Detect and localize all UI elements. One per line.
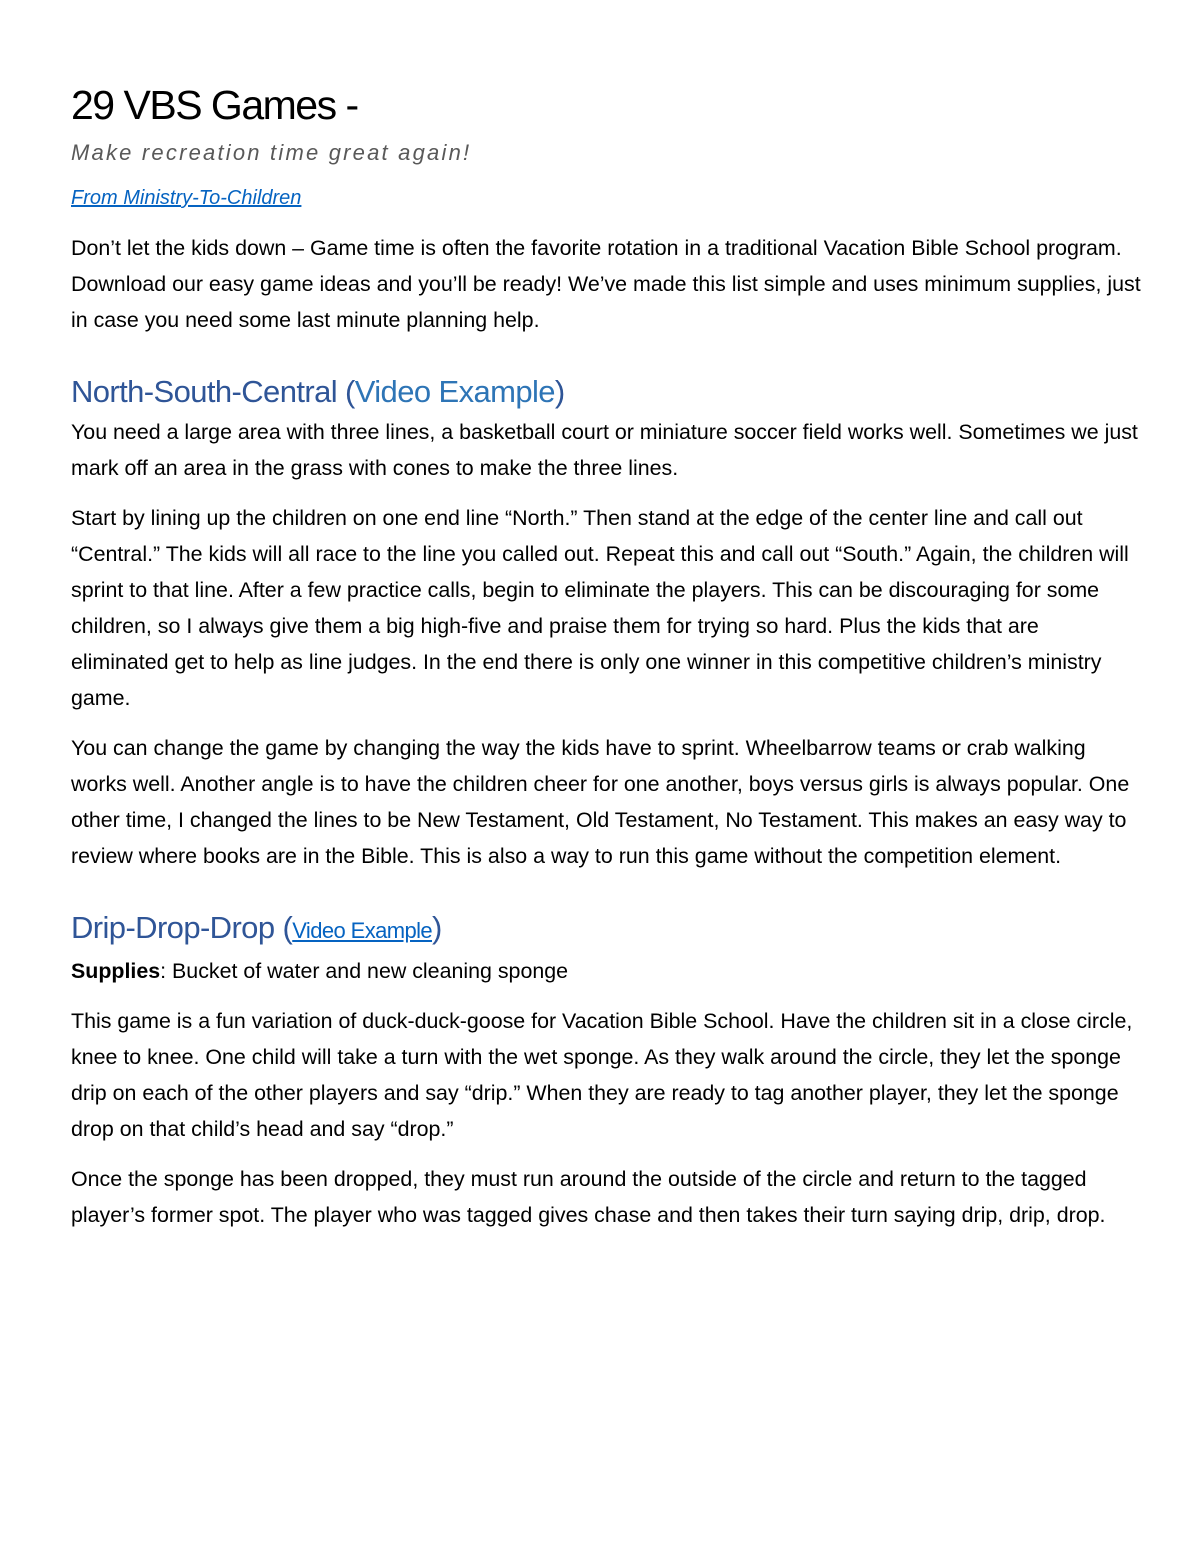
section-paragraph: Start by lining up the children on one end line “North.” Then stand at the edge of the center line and call out “Central.” The kids will all race to the line you called out. Repeat this and call out “South.” Again, the children will sprint to that line. After a few practice calls, begin to eliminate the players. This can be discouraging for some children, so I always give them a big high-five and praise them for trying so hard. Plus the kids that are eliminated get to help as line judges. In the end there is only one winner in this competitive children’s ministry game.	[71, 506, 1129, 710]
section-heading-north-south-central	[71, 370, 1141, 414]
section-paragraph: Once the sponge has been dropped, they must run around the outside of the circle and return to the tagged player’s former spot. The player who was tagged gives chase and then takes their turn saying drip, drip, drop.	[71, 1167, 1106, 1227]
supplies-label: Supplies	[71, 959, 161, 983]
supplies-text: : Bucket of water and new cleaning sponge	[160, 959, 569, 983]
open-paren: (	[274, 910, 293, 945]
video-example-link[interactable]: Video Example	[292, 918, 433, 943]
supplies-line	[71, 953, 1141, 989]
section-heading-text: Drip-Drop-Drop	[71, 910, 275, 945]
section-paragraph: This game is a fun variation of duck-duck-goose for Vacation Bible School. Have the children sit in a close circle, knee to knee. One child will take a turn with the wet sponge. As they walk around the circle, they let the sponge drip on each of the other players and say “drip.” When they are ready to tag another player, they let the sponge drop on that child’s head and say “drop.”	[71, 1009, 1133, 1141]
section-paragraph: You need a large area with three lines, a basketball court or miniature soccer field works well. Sometimes we just mark off an area in the grass with cones to make the three lines.	[71, 420, 1138, 480]
page-subtitle: Make recreation time great again!	[71, 140, 472, 165]
close-paren: )	[432, 910, 442, 945]
section-heading-text: North-South-Central	[71, 374, 337, 409]
close-paren: )	[554, 374, 565, 409]
intro-paragraph: Don’t let the kids down – Game time is often the favorite rotation in a traditional Vacation Bible School program. Download our easy game ideas and you’ll be ready! We’ve made this list simple and uses minimum supplies, just in case you need some last minute planning help.	[71, 236, 1141, 332]
source-link[interactable]: From Ministry-To-Children	[71, 187, 302, 209]
section-paragraph: You can change the game by changing the way the kids have to sprint. Wheelbarrow teams or crab walking works well. Another angle is to have the children cheer for one another, boys versus girls is always popular. One other time, I changed the lines to be New Testament, Old Testament, No Testament. This makes an easy way to review where books are in the Bible. This is also a way to run this game without the competition element.	[71, 736, 1130, 868]
section-heading-drip-drop-drop	[71, 906, 1141, 953]
document-page	[71, 78, 1141, 1233]
open-paren: (	[337, 374, 355, 409]
video-example-link[interactable]: Video Example	[354, 374, 555, 409]
page-title: 29 VBS Games -	[71, 82, 358, 128]
